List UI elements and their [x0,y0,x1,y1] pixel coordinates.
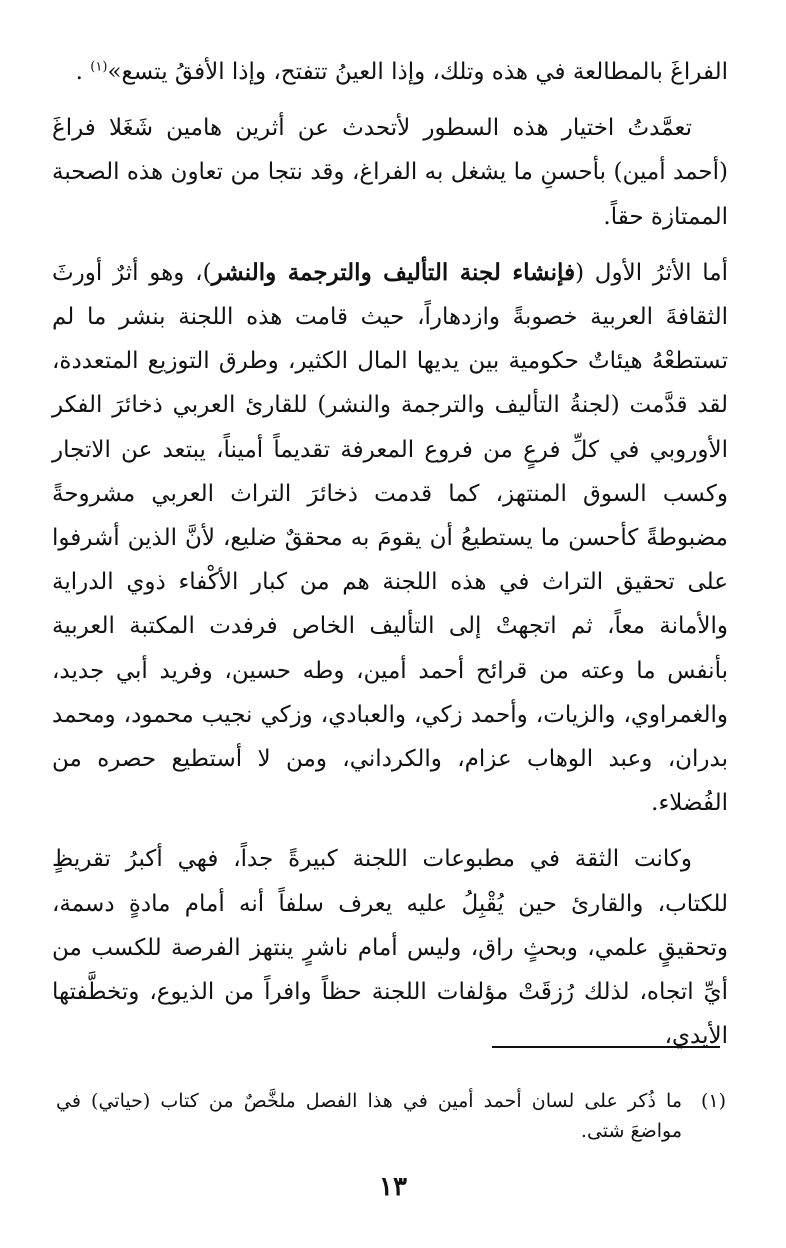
paragraph-1 [52,50,728,94]
footnote-reference: (١) [90,59,108,75]
footnote-divider [492,1046,720,1048]
page-body [52,50,728,1058]
paragraph-4 [52,837,728,1058]
page-number: ١٣ [379,1172,407,1202]
paragraph-2-text: تعمَّدتُ اختيار هذه السطور لأتحدث عن أثرين هامين شَغَلا فراغَ (أحمد أمين) بأحسنِ ما يشغل به الفراغ، وقد نتجا من تعاون هذه الصحبة الممتازة حقاً. [52,115,728,230]
paragraph-1-text: الفراغَ بالمطالعة في هذه وتلك، وإذا العينُ تتفتح، وإذا الأفقُ يتسع» [107,59,728,85]
paragraph-3 [52,251,728,826]
footnote-text: ما ذُكر على لسان أحمد أمين في هذا الفصل ملخَّصٌ من كتاب (حياتي) في مواضعَ شتى. [56,1090,682,1142]
footnote-number: (١) [700,1090,726,1112]
paragraph-2 [52,106,728,239]
paragraph-3-lead: أما الأثرُ الأول ( [575,259,728,286]
committee-name-bold: فإنشاء لجنة التأليف والترجمة والنشر [211,258,576,286]
paragraph-3-body: )، وهو أثرٌ أورثَ الثقافةَ العربية خصوبةً وازدهاراً، حيث قامت هذه اللجنة بنشر ما لم تستطعْهُ هيئاتٌ حكومية بين يديها المال الكثير، وطرق التوزيع المتعددة، لقد قدَّمت (لجنةُ التأليف والترجمة والنشر) للقارئ العربي ذخائرَ الفكر الأوروبي في كلِّ فرعٍ من فروع المعرفة تقديماً أميناً، يبتعد عن الاتجار وكسب السوق المنتهز، كما قدمت ذخائرَ التراث العربي مشروحةً مضبوطةً كأحسن ما يستطيعُ أن يقومَ به محققٌ ضليع، لأنَّ الذين أشرفوا على تحقيق التراث في هذه اللجنة هم من كبار الأكْفاء ذوي الدراية والأمانة معاً، ثم اتجهتْ إلى التأليف الخاص فرفدت المكتبة العربية بأنفس ما وعته من قرائح أحمد أمين، وطه حسين، وفريد أبي جديد، والغمراوي، والزيات، وأحمد زكي، والعبادي، وزكي نجيب محمود، ومحمد بدران، وعبد الوهاب عزام، والكرداني، ومن لا أستطيع حصره من الفُضلاء. [52,259,728,817]
paragraph-4-text: وكانت الثقة في مطبوعات اللجنة كبيرةً جداً، فهي أكبرُ تقريظٍ للكتاب، والقارئ حين يُقْبِلُ عليه يعرف سلفاً أنه أمام مادةٍ دسمة، وتحقيقٍ علمي، وبحثٍ راق، وليس أمام ناشرٍ ينتهز الفرصة للكسب من أيِّ اتجاه، لذلك رُزقَتْ مؤلفات اللجنة حظاً وافراً من الذيوع، وتخطَّفتها الأيدي، [52,846,728,1050]
footnote [56,1086,726,1146]
paragraph-1-end: . [75,59,83,85]
